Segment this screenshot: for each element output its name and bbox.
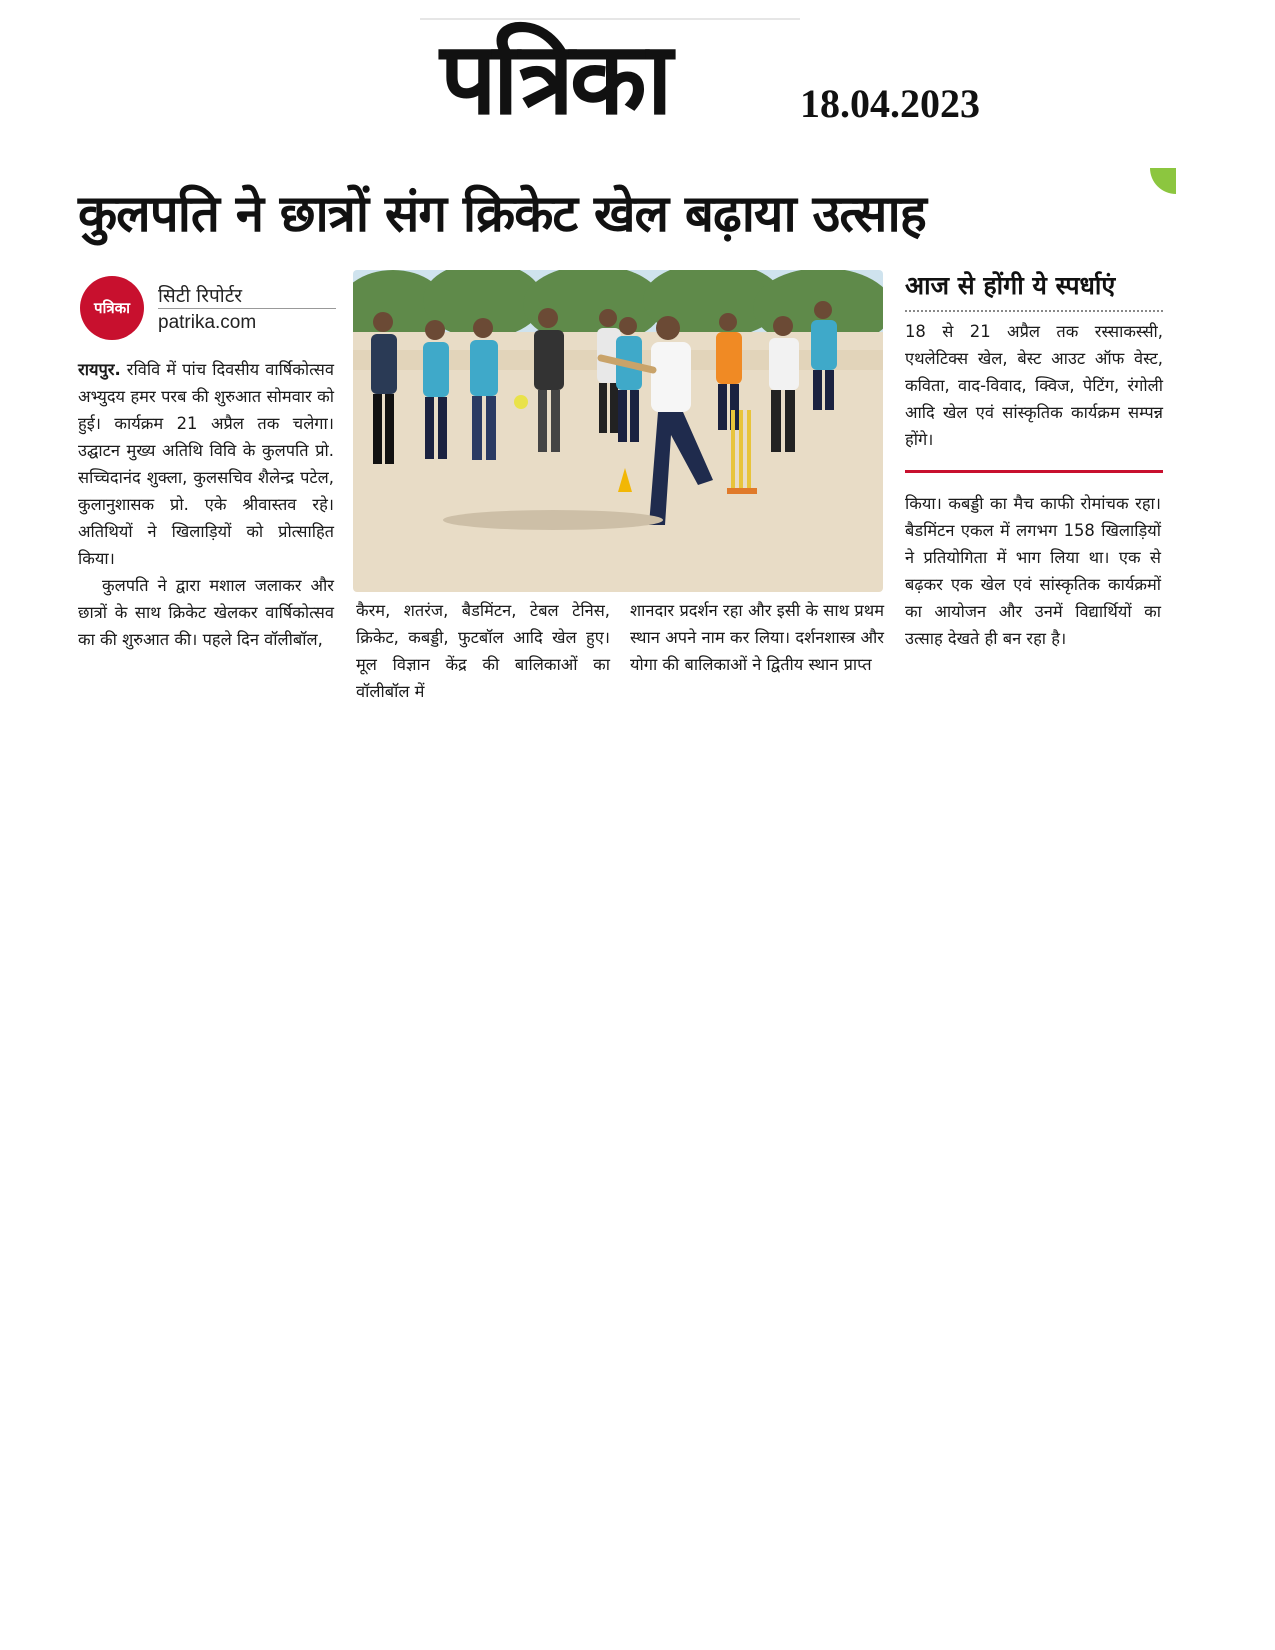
paragraph: किया। कबड्डी का मैच काफी रोमांचक रहा। बैडमिंटन एकल में लगभग 158 खिलाड़ियों ने प्रतियोगिता में भाग लिया था। एक से बढ़कर एक खेल एवं सांस्कृतिक कार्यक्रमों का आयोजन और उनमें विद्यार्थियों का उत्साह देखते ही बन रहा है। [905, 494, 1161, 648]
article-column-1 [78, 356, 334, 653]
cricket-photo [353, 270, 883, 592]
byline-website: patrika.com [158, 312, 257, 333]
sidebar-dotted-divider [905, 310, 1163, 312]
sidebar-red-rule [905, 470, 1163, 473]
sidebar-body [905, 318, 1163, 453]
byline-divider [158, 308, 336, 309]
patrika-logo-badge: पत्रिका [80, 276, 144, 340]
newspaper-masthead: पत्रिका [440, 20, 669, 137]
photo-illustration [353, 270, 883, 592]
article-headline: कुलपति ने छात्रों संग क्रिकेट खेल बढ़ाया उत्साह [78, 185, 926, 244]
sidebar-title: आज से होंगी ये स्पर्धाएं [905, 271, 1116, 300]
paragraph: शानदार प्रदर्शन रहा और इसी के साथ प्रथम स्थान अपने नाम कर लिया। दर्शनशास्त्र और योगा की बालिकाओं ने द्वितीय स्थान प्राप्त [630, 601, 884, 674]
article-column-2 [356, 597, 610, 705]
paragraph: रविवि में पांच दिवसीय वार्षिकोत्सव अभ्युदय हमर परब की शुरुआत सोमवार को हुई। कार्यक्रम 21 अप्रैल तक चलेगा। उद्घाटन मुख्य अतिथि विवि के कुलपति प्रो. सच्चिदानंद शुक्ला, कुलसचिव शैलेन्द्र पटेल, कुलानुशासक प्रो. एके श्रीवास्तव रहे। अतिथियों ने खिलाड़ियों को प्रोत्साहित किया। [78, 360, 334, 568]
dateline: रायपुर. [78, 360, 121, 379]
byline-reporter: सिटी रिपोर्टर [158, 285, 243, 307]
paragraph: कुलपति ने द्वारा मशाल जलाकर और छात्रों के साथ क्रिकेट खेलकर वार्षिकोत्सव का की शुरुआत की। पहले दिन वॉलीबॉल, [78, 576, 334, 649]
article-column-4 [905, 490, 1161, 652]
publication-date: 18.04.2023 [800, 81, 980, 126]
article-column-3 [630, 597, 884, 678]
paragraph: 18 से 21 अप्रैल तक रस्साकस्सी, एथलेटिक्स खेल, बेस्ट आउट ऑफ वेस्ट, कविता, वाद-विवाद, क्विज, पेटिंग, रंगोली आदि खेल एवं सांस्कृतिक कार्यक्रम सम्पन्न होंगे। [905, 322, 1163, 449]
paragraph: कैरम, शतरंज, बैडमिंटन, टेबल टेनिस, क्रिकेट, कबड्डी, फुटबॉल आदि खेल हुए। मूल विज्ञान केंद्र की बालिकाओं का वॉलीबॉल में [356, 601, 610, 701]
